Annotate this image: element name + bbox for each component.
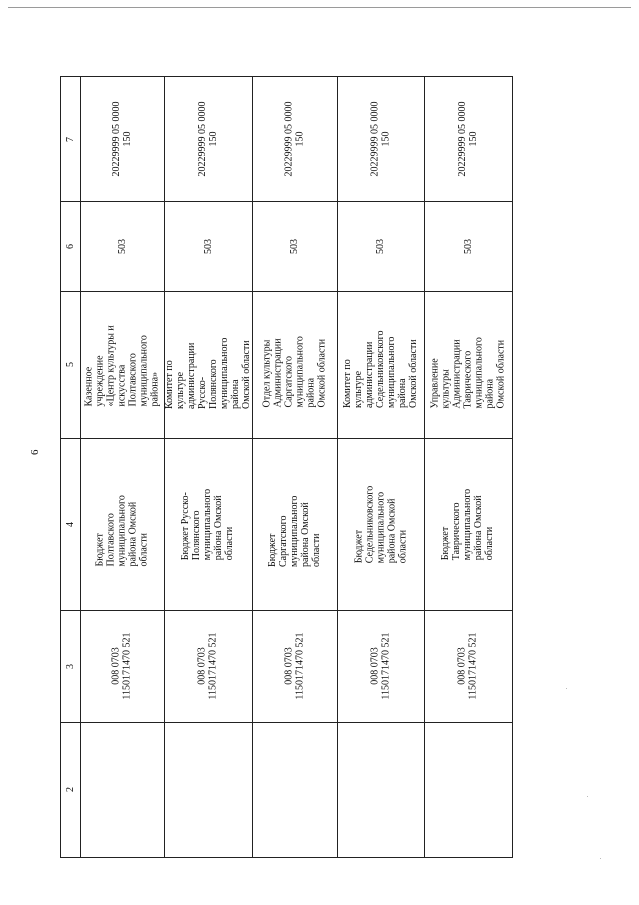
table-row-1-kbk: 20229999 05 0000 150 [111,101,133,177]
table-row-2-recipient: Комитет по культуре администрации Русско- Полянского муниципального района Омской области [164,337,252,409]
header-col-3: 3 [65,663,76,669]
table-row-5-code: 008 0703 1150171470 521 [456,632,479,700]
header-col-2: 2 [65,787,76,792]
header-col-7: 7 [65,136,76,142]
table-row-2-budget: Бюджет Русско- Полянского муниципального района Омской области [180,488,236,560]
table-row-2-section: 503 [202,238,214,254]
table-row-5-budget: Бюджет Таврического муниципального района Омской области [440,488,496,560]
table-row-3-section: 503 [289,238,300,254]
table-row-4-budget: Бюджет Седельниковского муниципального района Омской области [352,485,408,563]
table-row-4-section: 503 [375,238,386,254]
table-row-4-code: 008 0703 1150171470 521 [369,632,392,700]
header-col-6: 6 [65,243,76,249]
table-row-3-budget: Бюджет Саргатского муниципального района Омской области [267,495,322,567]
table-row-1-section: 503 [116,238,128,254]
table-row-5-kbk: 20229999 05 0000 150 [457,101,479,177]
table-row-3-code: 008 0703 1150171470 521 [283,632,306,700]
table-row-2-kbk: 20229999 05 0000 150 [197,101,219,177]
table-row-4-recipient: Комитет по культуре администрации Седельниковского муниципального района Омской области [342,330,419,408]
scan-speck [566,688,567,689]
scan-edge-line [8,7,631,8]
table-row-1-code: 008 0703 1150171470 521 [110,632,133,700]
scan-speck [587,796,588,797]
page-number: 6 [29,449,41,455]
table-row-5-recipient: Управление культуры Администрации Таврического муниципального района Омской области [429,337,507,409]
header-col-5: 5 [65,362,76,367]
table-row-3-recipient: Отдел культуры Администрации Саргатского муниципального района Омской области [261,335,328,407]
header-col-4: 4 [65,521,76,527]
table-row-3-kbk: 20229999 05 0000 150 [283,101,306,177]
table-row-5-section: 503 [462,238,474,254]
table-row-1-budget: Бюджет Полтавского муниципального района Омской области [94,494,150,566]
table-row-1-recipient: Казенное учреждение «Центр культуры и искусства Полтавского муниципального района» [83,325,161,407]
scan-speck [600,858,601,859]
table-row-4-kbk: 20229999 05 0000 150 [369,101,392,177]
table-row-2-code: 008 0703 1150171470 521 [196,632,219,700]
budget-table [60,76,513,858]
